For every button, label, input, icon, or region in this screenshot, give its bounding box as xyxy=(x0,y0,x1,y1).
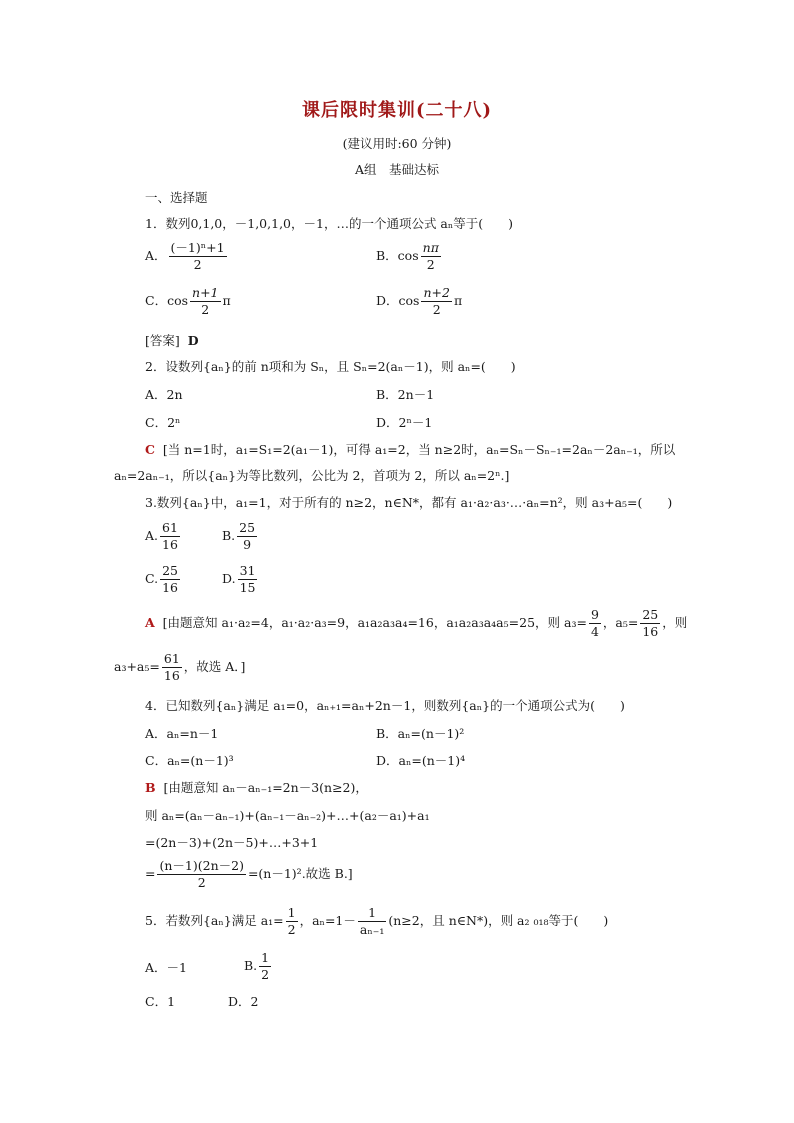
q4-solution-line2: 则 aₙ=(aₙ－aₙ₋₁)+(aₙ₋₁－aₙ₋₂)+…+(a₂－a₁)+a₁ xyxy=(145,808,430,823)
q3-c-label: C. xyxy=(145,571,159,586)
q4-option-c: C．aₙ=(n－1)³ xyxy=(145,753,234,768)
q4-solution-text1: [由题意知 aₙ－aₙ₋₁=2n－3(n≥2)， xyxy=(163,780,368,795)
q5-option-b xyxy=(244,950,273,983)
q5-b-den: 2 xyxy=(261,967,270,982)
q4-solution-line3: =(2n－3)+(2n－5)+…+3+1 xyxy=(145,835,319,850)
q3-solution-frac2 xyxy=(640,607,660,640)
q1-b-label: B．cos xyxy=(376,248,419,263)
q3-solution-text2b: ，故选 A．] xyxy=(183,659,246,674)
q3-solution-frac2-den: 16 xyxy=(642,624,659,639)
q3-solution-text1c: ，则 xyxy=(662,615,688,630)
q1-d-label: D．cos xyxy=(376,293,420,308)
q4-solution-frac-den: 2 xyxy=(197,875,206,890)
q1-option-b xyxy=(376,240,443,273)
q3-b-fraction xyxy=(237,520,257,553)
q3-solution-text1b: ，a₅= xyxy=(602,615,639,630)
q5-b-label: B. xyxy=(244,958,258,973)
q5-stem-c: (n≥2，且 n∈N*)，则 a₂ ₀₁₈等于( ) xyxy=(388,913,609,928)
time-hint: (建议用时:60 分钟) xyxy=(342,136,452,151)
q3-solution-frac3-num: 61 xyxy=(163,651,180,666)
q4-option-a: A．aₙ=n－1 xyxy=(145,726,219,741)
q3-c-num: 25 xyxy=(162,563,178,578)
q4-solution-text4b: =(n－1)².故选 B.] xyxy=(247,866,353,881)
q1-option-a xyxy=(145,240,229,273)
q3-a-fraction xyxy=(160,520,180,553)
q3-d-fraction xyxy=(238,563,258,596)
q1-b-num: nπ xyxy=(422,240,439,255)
q1-b-den: 2 xyxy=(426,257,435,272)
section-heading: 一、选择题 xyxy=(145,190,208,205)
q5-frac1-den: 2 xyxy=(287,922,296,937)
q3-d-den: 15 xyxy=(239,580,256,595)
group-heading: A组 基础达标 xyxy=(354,162,440,177)
q3-option-a xyxy=(145,520,182,553)
q3-solution-frac3 xyxy=(162,651,182,684)
q3-solution-frac1 xyxy=(589,607,601,640)
q1-stem: 1．数列0,1,0，－1,0,1,0，－1，…的一个通项公式 aₙ等于( ) xyxy=(145,216,514,231)
q3-solution-line2 xyxy=(114,651,245,684)
q1-a-den: 2 xyxy=(193,257,202,272)
q5-frac1-num: 1 xyxy=(287,905,296,920)
q2-stem: 2．设数列{aₙ}的前 n项和为 Sₙ，且 Sₙ=2(aₙ－1)，则 aₙ=( ) xyxy=(145,359,516,374)
q1-a-fraction xyxy=(169,240,227,273)
q5-stem xyxy=(145,905,608,938)
q3-d-label: D. xyxy=(222,571,236,586)
q4-solution-line1 xyxy=(145,778,368,796)
q2-option-c: C．2ⁿ xyxy=(145,415,181,430)
q1-a-num: (－1)ⁿ+1 xyxy=(170,240,225,255)
q4-solution-text4a: = xyxy=(145,866,156,881)
q3-solution-text1a: [由题意知 a₁·a₂=4，a₁·a₂·a₃=9，a₁a₂a₃a₄=16，a₁a₂a₃a₄a₅=25，则 a₃= xyxy=(162,615,587,630)
q5-option-c: C．1 xyxy=(145,994,176,1009)
q2-solution-line1 xyxy=(145,440,675,458)
q1-d-fraction xyxy=(421,285,451,318)
q5-b-fraction xyxy=(259,950,271,983)
q5-frac1 xyxy=(286,905,298,938)
q5-frac2-num: 1 xyxy=(358,905,386,922)
q1-c-tail: π xyxy=(222,293,231,308)
q1-answer xyxy=(145,331,199,349)
q5-stem-a: 5．若数列{aₙ}满足 a₁= xyxy=(145,913,284,928)
q5-frac2 xyxy=(358,905,386,938)
q3-solution-frac3-den: 16 xyxy=(163,668,180,683)
q1-d-num: n+2 xyxy=(423,285,450,300)
q4-solution-frac-num: (n－1)(2n－2) xyxy=(159,858,244,873)
q4-stem: 4．已知数列{aₙ}满足 a₁=0，aₙ₊₁=aₙ+2n－1，则数列{aₙ}的一个通项公式为( ) xyxy=(145,698,625,713)
q1-c-fraction xyxy=(190,285,220,318)
q3-b-num: 25 xyxy=(239,520,256,535)
q3-a-label: A. xyxy=(145,528,159,543)
q5-option-a: A．－1 xyxy=(145,960,187,975)
q5-b-num: 1 xyxy=(261,950,270,965)
q1-d-den: 2 xyxy=(432,302,441,317)
q3-a-den: 16 xyxy=(162,537,178,552)
q2-option-b: B．2n－1 xyxy=(376,387,435,402)
q1-answer-value: D xyxy=(187,333,199,348)
q1-answer-label: [答案] xyxy=(145,333,180,348)
q3-a-num: 61 xyxy=(162,520,178,535)
q3-option-d xyxy=(222,563,259,596)
q2-option-d: D．2ⁿ－1 xyxy=(376,415,433,430)
q4-solution-fraction xyxy=(157,858,245,891)
q3-b-label: B. xyxy=(222,528,236,543)
q4-option-d: D．aₙ=(n－1)⁴ xyxy=(376,753,466,768)
q5-stem-b: ，aₙ=1－ xyxy=(299,913,356,928)
q4-solution-letter: B xyxy=(145,780,156,795)
q3-solution-text2a: a₃+a₅= xyxy=(114,659,160,674)
q3-solution-frac1-den: 4 xyxy=(590,624,599,639)
q2-solution-text1: [当 n=1时，a₁=S₁=2(a₁－1)，可得 a₁=2，当 n≥2时，aₙ=Sₙ－Sₙ₋₁=2aₙ－2aₙ₋₁，所以 xyxy=(162,442,676,457)
q1-option-d xyxy=(376,285,462,318)
q1-d-tail: π xyxy=(453,293,463,308)
q3-solution-frac1-num: 9 xyxy=(590,607,599,622)
q3-option-c xyxy=(145,563,182,596)
q3-c-den: 16 xyxy=(162,580,178,595)
q2-solution-letter: C xyxy=(145,442,155,457)
q1-c-label: C．cos xyxy=(145,293,189,308)
q2-option-a: A．2n xyxy=(145,387,183,402)
q3-d-num: 31 xyxy=(239,563,256,578)
q3-solution-frac2-num: 25 xyxy=(642,607,659,622)
q5-frac2-den: aₙ₋₁ xyxy=(359,922,385,937)
q5-option-d: D．2 xyxy=(228,994,259,1009)
q3-b-den: 9 xyxy=(243,537,252,552)
q3-stem: 3.数列{aₙ}中，a₁=1，对于所有的 n≥2，n∈N*，都有 a₁·a₂·a₃·…·aₙ=n²，则 a₃+a₅=( ) xyxy=(145,495,673,510)
q1-option-c xyxy=(145,285,231,318)
page-title: 课后限时集训(二十八) xyxy=(301,100,493,121)
q1-b-fraction xyxy=(421,240,441,273)
q1-a-label: A． xyxy=(145,248,167,263)
q3-solution-line1 xyxy=(145,607,687,640)
q3-option-b xyxy=(222,520,259,553)
q2-solution-line2: aₙ=2aₙ₋₁，所以{aₙ}为等比数列，公比为 2，首项为 2，所以 aₙ=2ⁿ.] xyxy=(114,468,510,483)
q4-solution-line4 xyxy=(145,858,353,891)
q1-c-den: 2 xyxy=(201,302,210,317)
q3-solution-letter: A xyxy=(145,615,155,630)
q4-option-b: B．aₙ=(n－1)² xyxy=(376,726,465,741)
q3-c-fraction xyxy=(160,563,180,596)
q1-c-num: n+1 xyxy=(192,285,219,300)
